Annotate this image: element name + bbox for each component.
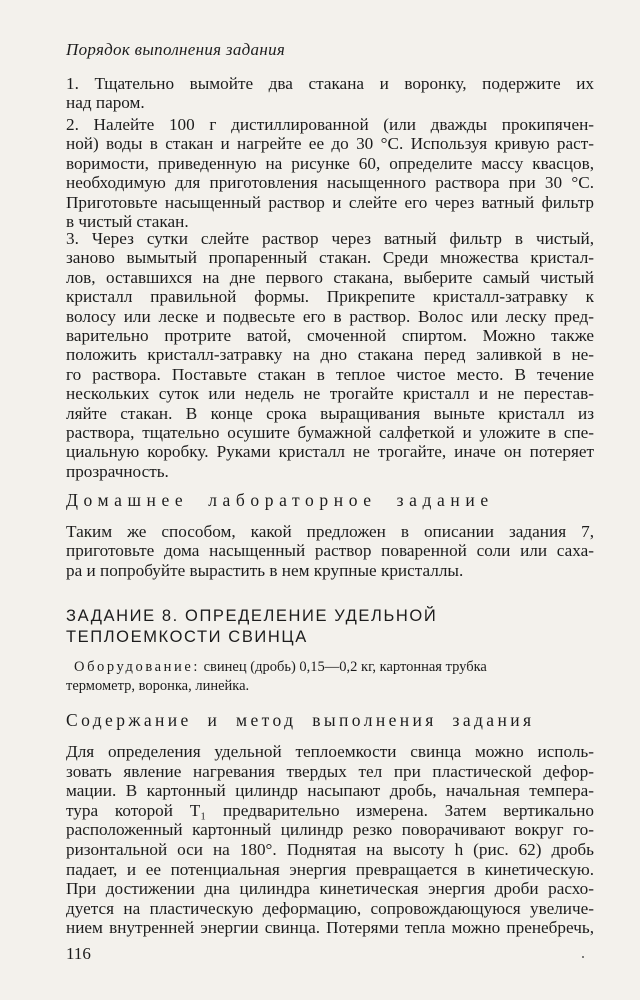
step-2-paragraph [66, 115, 594, 231]
text-line: лов, оставшихся на дне первого стакана, выберите самый чистый [66, 267, 594, 287]
home-lab-paragraph [66, 522, 594, 580]
text-line: в чистый стакан. [66, 212, 189, 232]
text-line: циальную коробку. Руками кристалл не трогайте, иначе он потеряет [66, 442, 594, 462]
text-line: ризонтальной оси на 180°. Поднятая на высоту h (рис. 62) дробь [66, 839, 594, 859]
text-line: 1. Тщательно вымойте два стакана и воронку, подержите их [66, 74, 594, 93]
text-line: заново вымытый пропаренный стакан. Среди множества кристал- [66, 248, 594, 268]
equipment-block [66, 658, 594, 696]
text-line: ной) воды в стакан и нагрейте ее до 30 °С. Используя кривую раст- [66, 134, 594, 154]
text-line: ляйте стакан. В конце срока выращивания выньте кристалл из [66, 403, 594, 423]
equipment-line: свинец (дробь) 0,15—0,2 кг, картонная трубка [203, 659, 487, 675]
text-line: Приготовьте насыщенный раствор и слейте его через ватный фильтр [66, 192, 594, 212]
equipment-label: Оборудование: [74, 659, 200, 675]
text-line: го раствора. Поставьте стакан в теплое чистое место. В течение [66, 364, 594, 384]
text-line: расположенный картонный цилиндр резко поворачивают вокруг го- [66, 820, 594, 840]
method-paragraph [66, 742, 594, 938]
text-line: приготовьте дома насыщенный раствор поваренной соли или саха- [66, 541, 594, 561]
text-line: положить кристалл-затравку на дно стакана перед заливкой в не- [66, 345, 594, 365]
text-line: раствора, тщательно осушите бумажной салфеткой и уложите в спе- [66, 423, 594, 443]
text-line: ра и попробуйте вырастить в нем крупные кристаллы. [66, 560, 464, 580]
text-line: нескольких суток или недель не трогайте кристалл и не перестав- [66, 384, 594, 404]
text-line: 2. Налейте 100 г дистиллированной (или дважды прокипячен- [66, 115, 594, 134]
page-number: 116 [66, 944, 91, 963]
text-line: нием внутренней энергии свинца. Потерями тепла можно пренебречь, [66, 918, 594, 938]
method-heading: Содержание и метод выполнения задания [66, 710, 535, 730]
text-line: кристалл правильной формы. Прикрепите кристалл-затравку к [66, 287, 594, 307]
task-title [66, 606, 437, 648]
text-line: необходимую для приготовления насыщенного раствора при 30 °С. [66, 173, 594, 193]
text-line: прозрачность. [66, 461, 169, 481]
text-line: тура которой T₁ предварительно измерена. Затем вертикально [66, 800, 594, 820]
text-line: мации. В картонный цилиндр насыпают дробь, начальная темпера- [66, 781, 594, 801]
home-lab-heading: Домашнее лабораторное задание [66, 490, 494, 510]
text-line: варительно протрите ватой, смоченной спиртом. Можно также [66, 326, 594, 346]
task-title-line: ТЕПЛОЕМКОСТИ СВИНЦА [66, 628, 308, 646]
text-line: 3. Через сутки слейте раствор через ватный фильтр в чистый, [66, 229, 594, 248]
text-line: дуется на пластическую деформацию, сопровождающуюся увеличе- [66, 898, 594, 918]
text-line: При достижении дна цилиндра кинетическая энергия дроби расхо- [66, 879, 594, 899]
text-line: Для определения удельной теплоемкости свинца можно исполь- [66, 742, 594, 761]
section-heading-procedure: Порядок выполнения задания [66, 40, 286, 59]
text-line: зовать явление нагревания твердых тел при пластической дефор- [66, 761, 594, 781]
equipment-line: термометр, воронка, линейка. [66, 678, 250, 694]
task-title-line: ЗАДАНИЕ 8. ОПРЕДЕЛЕНИЕ УДЕЛЬНОЙ [66, 607, 438, 625]
print-speck [582, 956, 584, 958]
text-line: Таким же способом, какой предложен в описании задания 7, [66, 522, 594, 541]
step-3-paragraph [66, 229, 594, 481]
text-line: падает, и ее потенциальная энергия превращается в кинетическую. [66, 859, 594, 879]
text-line: волосу или леске и подвесьте его в раствор. Волос или леску пред- [66, 306, 594, 326]
step-1-paragraph [66, 74, 594, 113]
text-line: над паром. [66, 93, 145, 113]
text-line: воримости, приведенную на рисунке 60, определите массу квасцов, [66, 153, 594, 173]
